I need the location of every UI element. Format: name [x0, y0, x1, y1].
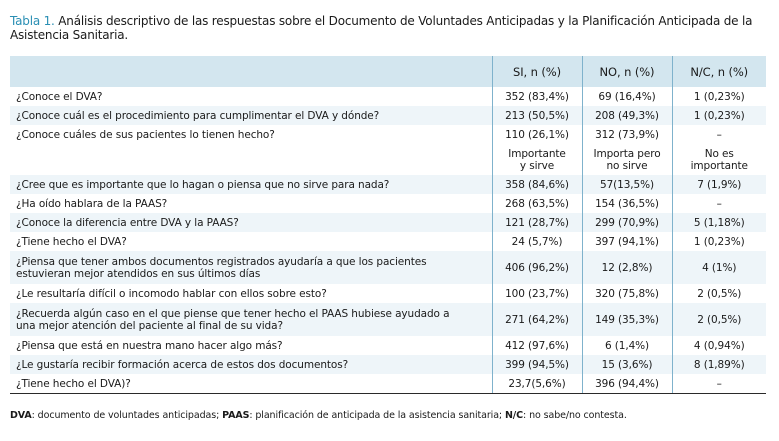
- no-sirve-cell: 57(13,5%): [582, 175, 672, 194]
- no-importante-cell: 7 (1,9%): [672, 175, 766, 194]
- si-cell: 271 (64,2%): [492, 303, 582, 336]
- no-cell: 15 (3,6%): [582, 355, 672, 374]
- question-cell: ¿Cree que es importante que lo hagan o piensa que no sirve para nada?: [10, 175, 492, 194]
- nc-cell: 4 (1%): [672, 251, 766, 284]
- subheader-no-es-importante: [672, 144, 766, 175]
- question-line: estuvieran mejor atendidos en sus últimos días: [16, 267, 261, 280]
- nc-cell: 1 (0,23%): [672, 232, 766, 251]
- nc-cell: –: [672, 125, 766, 144]
- question-cell: ¿Conoce el DVA?: [16, 90, 103, 103]
- nc-cell: 2 (0,5%): [672, 284, 766, 303]
- nc-cell: 8 (1,89%): [672, 355, 766, 374]
- table-row: [10, 125, 766, 144]
- question-cell: ¿Piensa que está en nuestra mano hacer algo más?: [16, 339, 283, 352]
- si-cell: 121 (28,7%): [492, 213, 582, 232]
- si-cell: 24 (5,7%): [492, 232, 582, 251]
- table-row: [10, 336, 766, 355]
- question-cell: ¿Conoce cuál es el procedimiento para cumplimentar el DVA y dónde?: [10, 106, 492, 125]
- subheader-line: no sirve: [606, 159, 648, 172]
- subheader-line: Importa pero: [593, 147, 661, 160]
- caption-text: Análisis descriptivo de las respuestas sobre el Documento de Voluntades Anticipadas y la Planificación Anticipada de la Asistencia Sanitaria.: [10, 14, 753, 42]
- subheader-row: [10, 144, 766, 175]
- table-row: [10, 374, 766, 394]
- question-line: ¿Recuerda algún caso en el que piense que tener hecho el PAAS hubiese ayudado a: [16, 307, 450, 320]
- question-cell: ¿Ha oído hablara de la PAAS?: [16, 197, 168, 210]
- header-question: [10, 56, 492, 87]
- table-row: [10, 106, 766, 125]
- nc-cell: 2 (0,5%): [672, 303, 766, 336]
- table-row: [10, 303, 766, 336]
- question-cell: ¿Tiene hecho el DVA)?: [10, 374, 492, 394]
- no-cell: 320 (75,8%): [582, 284, 672, 303]
- question-cell: ¿Le gustaría recibir formación acerca de estos dos documentos?: [10, 355, 492, 374]
- question-cell: [10, 303, 492, 336]
- si-cell: 100 (23,7%): [492, 284, 582, 303]
- subheader-line: importante: [690, 159, 748, 172]
- si-cell: 268 (63,5%): [492, 194, 582, 213]
- footnote-nc-abbr: N/C: [504, 410, 524, 421]
- table-row: [10, 175, 766, 194]
- no-cell: 69 (16,4%): [582, 87, 672, 106]
- nc-cell: 4 (0,94%): [672, 336, 766, 355]
- nc-cell: 1 (0,23%): [672, 106, 766, 125]
- no-cell: 396 (94,4%): [582, 374, 672, 394]
- no-cell: 149 (35,3%): [582, 303, 672, 336]
- footnote-dva-text: : documento de voluntades anticipadas;: [31, 410, 223, 421]
- subheader-line: Importante: [508, 147, 566, 160]
- si-cell: 110 (26,1%): [492, 125, 582, 144]
- table-header-row: [10, 56, 766, 87]
- table-row: [10, 87, 766, 106]
- question-cell: ¿Tiene hecho el DVA?: [16, 235, 127, 248]
- header-no: NO, n (%): [582, 56, 672, 87]
- table-footnote: [10, 410, 627, 421]
- no-cell: 312 (73,9%): [582, 125, 672, 144]
- question-cell: ¿Conoce cuáles de sus pacientes lo tienen hecho?: [16, 128, 275, 141]
- si-cell: 412 (97,6%): [492, 336, 582, 355]
- header-nc: N/C, n (%): [672, 56, 766, 87]
- question-line: ¿Piensa que tener ambos documentos registrados ayudaría a que los pacientes: [16, 255, 427, 268]
- si-cell: 213 (50,5%): [492, 106, 582, 125]
- table-caption: [10, 14, 770, 42]
- importante-cell: 358 (84,6%): [492, 175, 582, 194]
- caption-label: Tabla 1.: [10, 14, 55, 28]
- subheader-empty-cell: [10, 144, 492, 175]
- question-cell: ¿Le resultaría difícil o incomodo hablar con ellos sobre esto?: [16, 287, 327, 300]
- nc-cell: –: [672, 194, 766, 213]
- no-cell: 299 (70,9%): [582, 213, 672, 232]
- table-row: [10, 284, 766, 303]
- footnote-paas-abbr: PAAS: [222, 410, 250, 421]
- no-cell: 154 (36,5%): [582, 194, 672, 213]
- no-cell: 208 (49,3%): [582, 106, 672, 125]
- footnote-paas-text: : planificación de anticipada de la asistencia sanitaria;: [249, 410, 505, 421]
- nc-cell: 1 (0,23%): [672, 87, 766, 106]
- si-cell: 23,7(5,6%): [492, 374, 582, 394]
- question-cell: [10, 251, 492, 284]
- no-cell: 6 (1,4%): [582, 336, 672, 355]
- table-row: [10, 232, 766, 251]
- results-table: [10, 56, 766, 394]
- si-cell: 406 (96,2%): [492, 251, 582, 284]
- si-cell: 399 (94,5%): [492, 355, 582, 374]
- subheader-importante-y-sirve: [492, 144, 582, 175]
- table-row: [10, 213, 766, 232]
- table-row: [10, 194, 766, 213]
- footnote-dva-abbr: DVA: [10, 410, 32, 421]
- question-line: una mejor atención del paciente al final de su vida?: [16, 319, 283, 332]
- question-cell: ¿Conoce la diferencia entre DVA y la PAAS?: [10, 213, 492, 232]
- no-cell: 397 (94,1%): [582, 232, 672, 251]
- header-si: SI, n (%): [492, 56, 582, 87]
- no-cell: 12 (2,8%): [582, 251, 672, 284]
- nc-cell: –: [672, 374, 766, 394]
- subheader-line: No es: [704, 147, 734, 160]
- table-row: [10, 355, 766, 374]
- subheader-line: y sirve: [519, 159, 555, 172]
- footnote-nc-text: : no sabe/no contesta.: [523, 410, 627, 421]
- table-row: [10, 251, 766, 284]
- nc-cell: 5 (1,18%): [672, 213, 766, 232]
- si-cell: 352 (83,4%): [492, 87, 582, 106]
- subheader-importa-pero-no-sirve: [582, 144, 672, 175]
